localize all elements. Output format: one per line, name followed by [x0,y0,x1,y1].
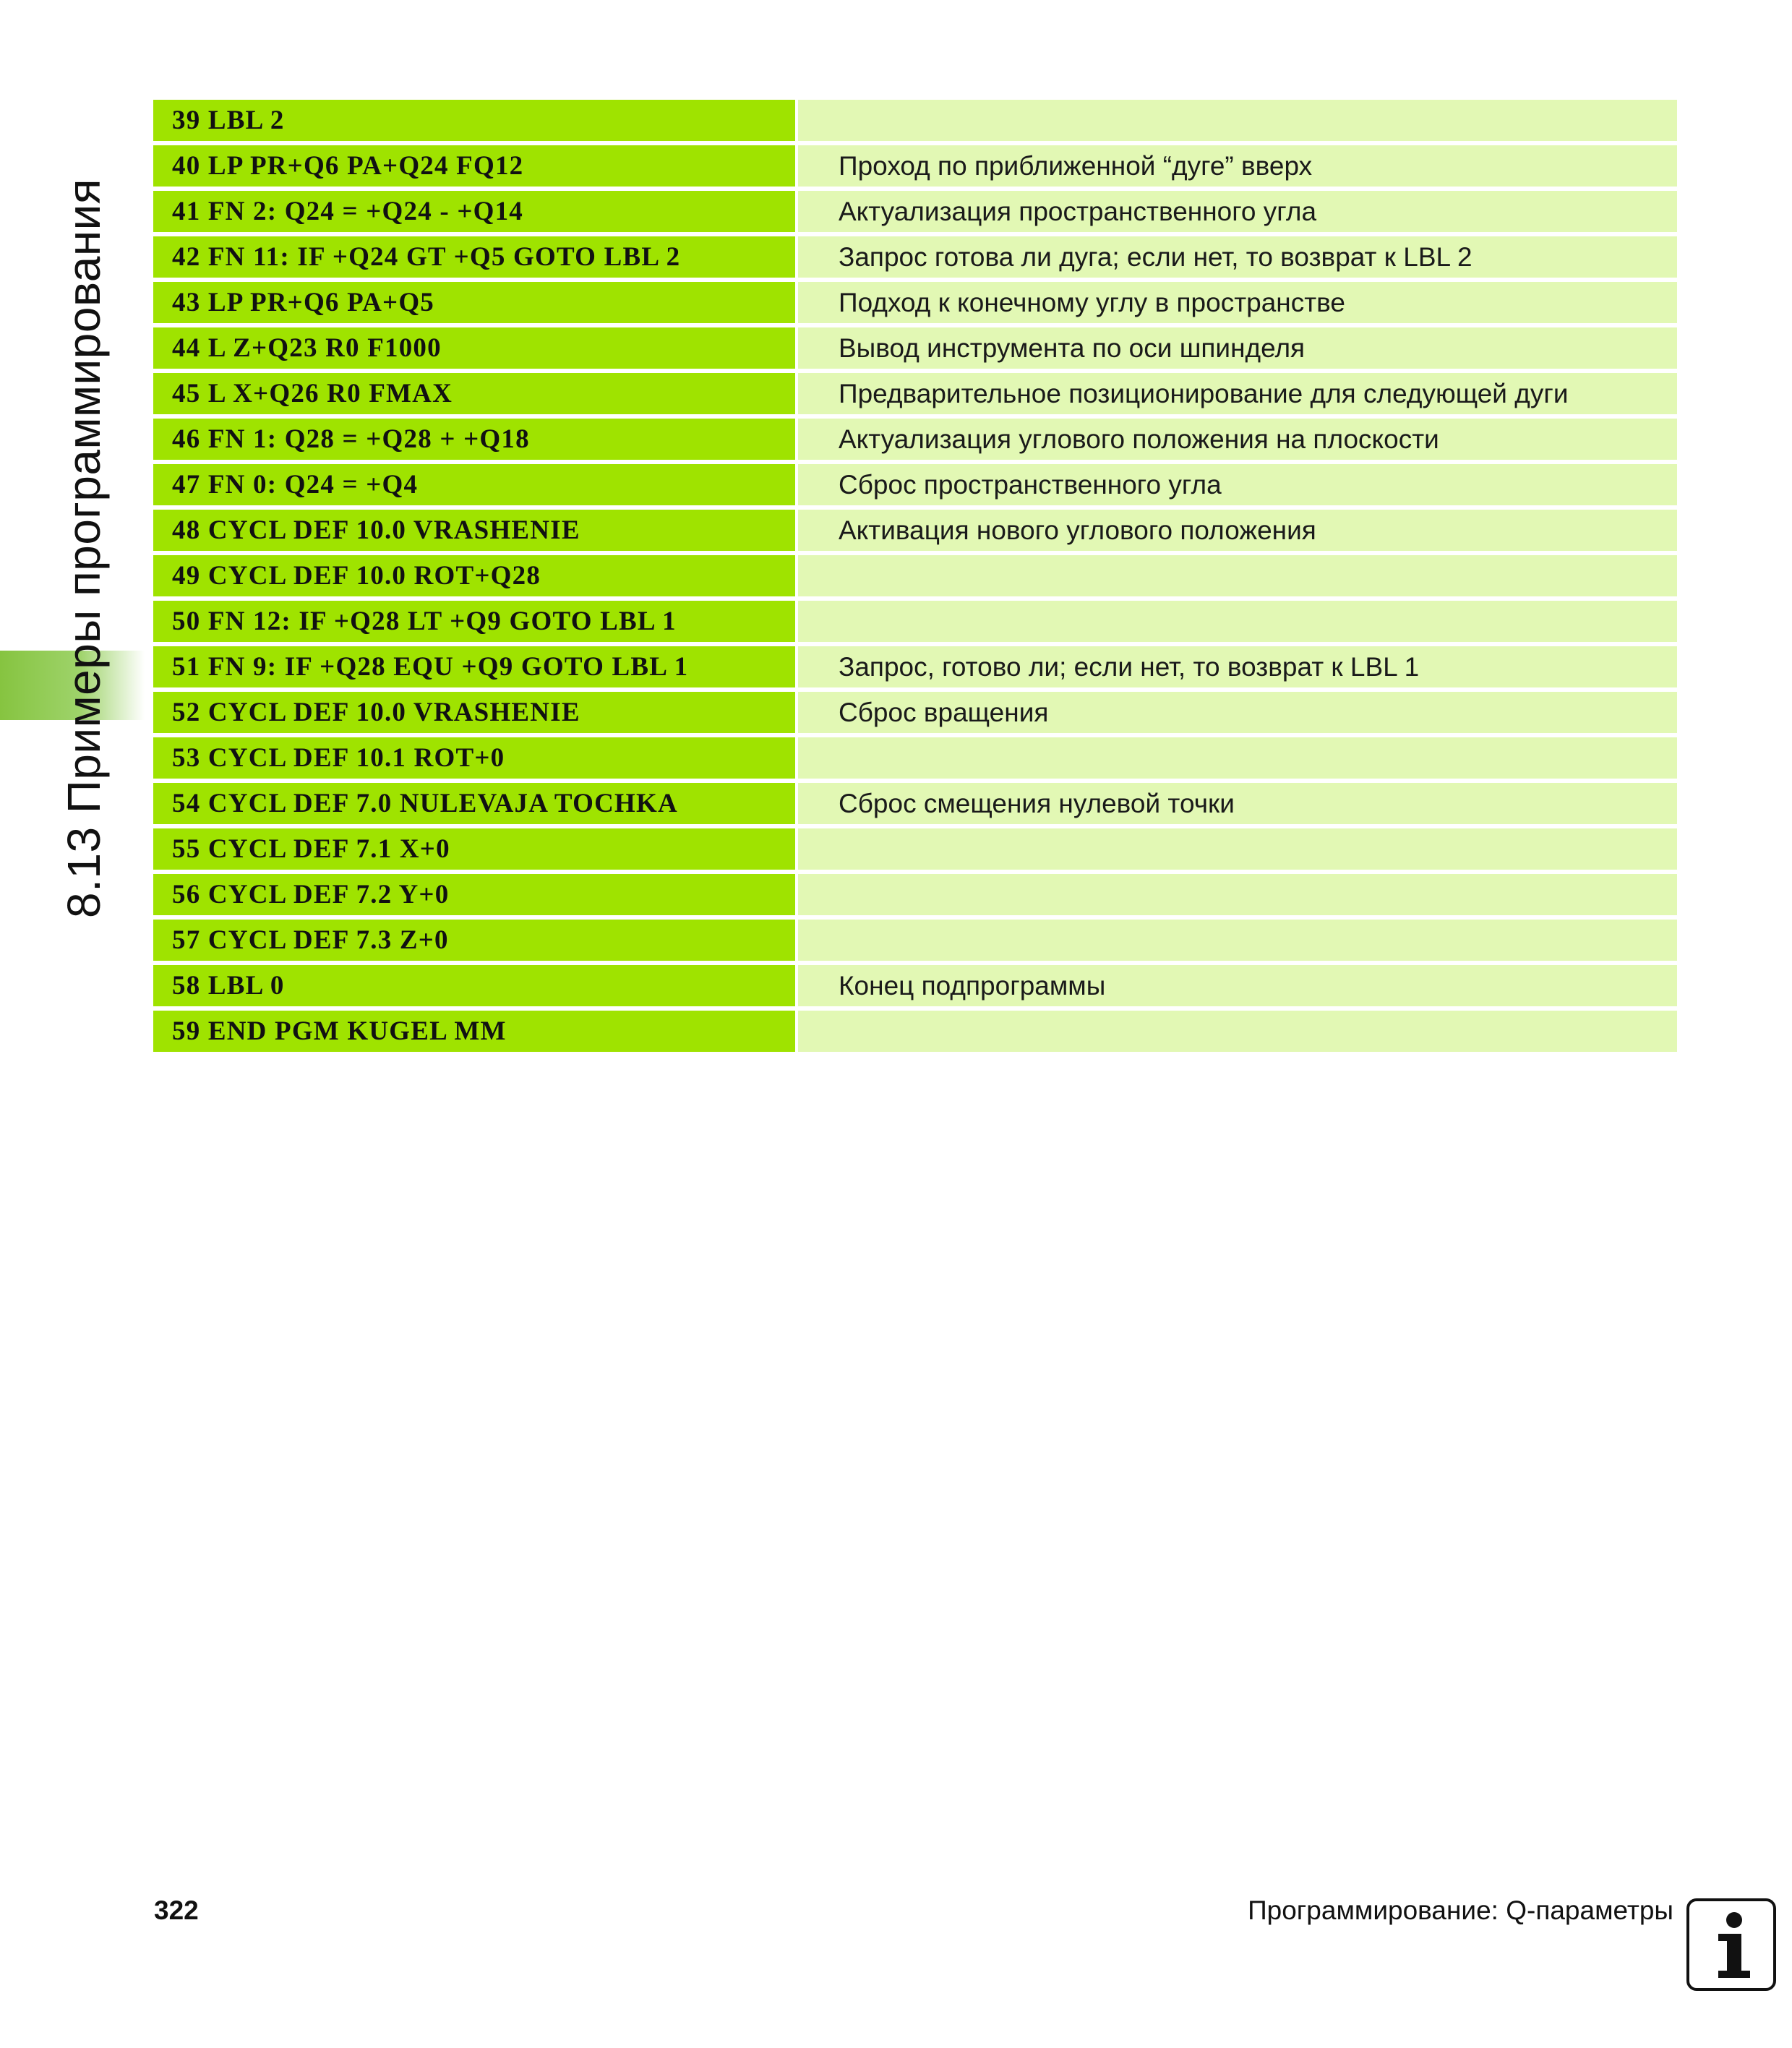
comment-cell: Актуализация углового положения на плоскости [798,419,1677,460]
program-row [153,510,1677,551]
nc-code-cell: 48 CYCL DEF 10.0 VRASHENIE [153,510,795,551]
comment-cell [798,100,1677,141]
comment-cell: Сброс вращения [798,692,1677,733]
nc-code-cell: 59 END PGM KUGEL MM [153,1011,795,1052]
nc-code-cell: 40 LP PR+Q6 PA+Q24 FQ12 [153,145,795,187]
comment-cell [798,828,1677,870]
comment-cell: Сброс пространственного угла [798,464,1677,505]
comment-cell: Конец подпрограммы [798,965,1677,1006]
comment-cell: Активация нового углового положения [798,510,1677,551]
comment-cell [798,601,1677,642]
nc-code-cell: 54 CYCL DEF 7.0 NULEVAJA TOCHKA [153,783,795,824]
program-row [153,373,1677,414]
comment-cell [798,1011,1677,1052]
nc-code-cell: 53 CYCL DEF 10.1 ROT+0 [153,737,795,779]
nc-code-cell: 49 CYCL DEF 10.0 ROT+Q28 [153,555,795,596]
nc-code-cell: 56 CYCL DEF 7.2 Y+0 [153,874,795,915]
program-row [153,145,1677,187]
comment-cell: Актуализация пространственного угла [798,191,1677,232]
nc-code-cell: 41 FN 2: Q24 = +Q24 - +Q14 [153,191,795,232]
nc-code-cell: 43 LP PR+Q6 PA+Q5 [153,282,795,323]
program-row [153,1011,1677,1052]
nc-code-cell: 50 FN 12: IF +Q28 LT +Q9 GOTO LBL 1 [153,601,795,642]
program-row [153,920,1677,961]
program-row [153,327,1677,369]
comment-cell: Предварительное позиционирование для следующей дуги [798,373,1677,414]
nc-code-cell: 52 CYCL DEF 10.0 VRASHENIE [153,692,795,733]
nc-code-cell: 42 FN 11: IF +Q24 GT +Q5 GOTO LBL 2 [153,236,795,278]
nc-code-cell: 45 L X+Q26 R0 FMAX [153,373,795,414]
comment-cell: Вывод инструмента по оси шпинделя [798,327,1677,369]
nc-code-cell: 39 LBL 2 [153,100,795,141]
program-row [153,783,1677,824]
nc-code-cell: 55 CYCL DEF 7.1 X+0 [153,828,795,870]
nc-code-cell: 47 FN 0: Q24 = +Q4 [153,464,795,505]
program-row [153,464,1677,505]
comment-cell [798,555,1677,596]
program-row [153,601,1677,642]
comment-cell [798,920,1677,961]
chapter-title-text: 8.13 Примеры программирования [58,178,110,918]
program-row [153,100,1677,141]
program-row [153,965,1677,1006]
program-row [153,191,1677,232]
comment-cell: Проход по приближенной “дуге” вверх [798,145,1677,187]
comment-cell: Запрос, готово ли; если нет, то возврат к LBL 1 [798,646,1677,687]
program-row [153,828,1677,870]
nc-code-cell: 44 L Z+Q23 R0 F1000 [153,327,795,369]
comment-cell [798,737,1677,779]
nc-code-cell: 51 FN 9: IF +Q28 EQU +Q9 GOTO LBL 1 [153,646,795,687]
comment-cell: Запрос готова ли дуга; если нет, то возврат к LBL 2 [798,236,1677,278]
comment-cell [798,874,1677,915]
program-row [153,236,1677,278]
program-row [153,555,1677,596]
program-row [153,692,1677,733]
footer-chapter-title: Программирование: Q-параметры [1248,1895,1673,1925]
nc-code-cell: 58 LBL 0 [153,965,795,1006]
program-row [153,419,1677,460]
program-row [153,282,1677,323]
program-row [153,646,1677,687]
program-row [153,874,1677,915]
page-number: 322 [154,1895,199,1925]
nc-code-cell: 46 FN 1: Q28 = +Q28 + +Q18 [153,419,795,460]
program-listing-table [153,100,1677,1056]
info-icon [1686,1898,1776,1991]
program-row [153,737,1677,779]
nc-code-cell: 57 CYCL DEF 7.3 Z+0 [153,920,795,961]
comment-cell: Сброс смещения нулевой точки [798,783,1677,824]
comment-cell: Подход к конечному углу в пространстве [798,282,1677,323]
